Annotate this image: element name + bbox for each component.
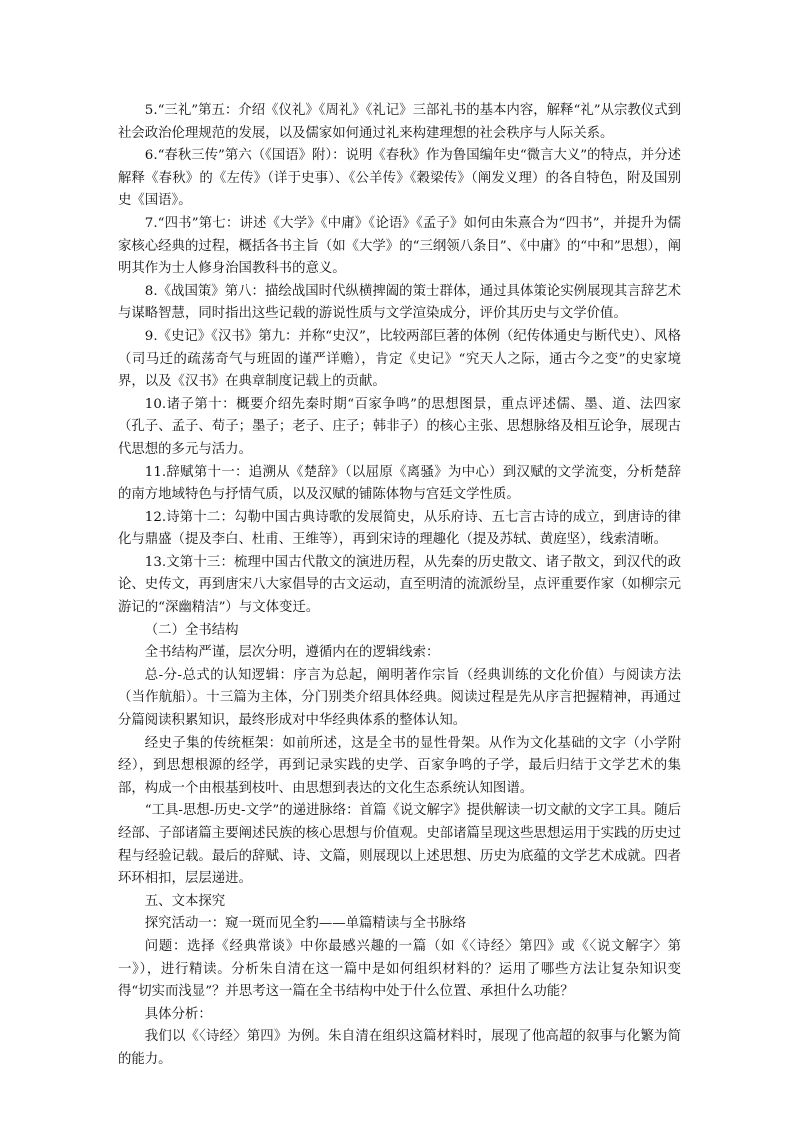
paragraph-poetry: 12.诗第十二：勾勒中国古典诗歌的发展简史，从乐府诗、五七言古诗的成立，到唐诗的律化与鼎盛（提及李白、杜甫、王维等），再到宋诗的理趣化（提及苏轼、黄庭坚），线索清晰。 [118, 509, 681, 548]
paragraph-jingshi-zij: 经史子集的传统框架：如前所述，这是全书的显性骨架。从作为文化基础的文字（小学附经），到思想根源的经学，再到记录实践的史学、百家争鸣的子学，最后归结于文学艺术的集部，构成一个由根基到枝叶、由思想到表达的文化生态系统认知图谱。 [118, 735, 681, 796]
activity-title: 探究活动一：窥一斑而见全豹——单篇精读与全书脉络 [144, 916, 467, 932]
section-heading-structure: （二）全书结构 [144, 622, 239, 638]
paragraph-analysis: 我们以《〈诗经〉第四》为例。朱自清在组织这篇材料时，展现了他高超的叙事与化繁为简的能力。 [118, 1029, 681, 1067]
paragraph-three-rites: 5.“三礼”第五：介绍《仪礼》《周礼》《礼记》三部礼书的基本内容，解释“礼”从宗教仪式到社会政治伦理规范的发展，以及儒家如何通过礼来构建理想的社会秩序与人际关系。 [118, 103, 681, 141]
paragraph-warring-states: 8.《战国策》第八：描绘战国时代纵横捭阖的策士群体，通过具体策论实例展现其言辞艺术与谋略智慧，同时指出这些记载的游说性质与文学渲染成分，评价其历史与文学价值。 [118, 283, 681, 322]
paragraph-four-books: 7.“四书”第七：讲述《大学》《中庸》《论语》《孟子》如何由朱熹合为“四书”，并提升为儒家核心经典的过程，概括各书主旨（如《大学》的“三纲领八条目”、《中庸》的“中和”思想），阐明其作为士人修身治国教科书的意义。 [118, 215, 681, 277]
paragraph-total-part-total: 总-分-总式的认知逻辑：序言为总起，阐明著作宗旨（经典训练的文化价值）与阅读方法（当作航船）。十三篇为主体，分门别类介绍具体经典。阅读过程是先从序言把握精神，再通过分篇阅读积累知识，最终形成对中华经典体系的整体认知。 [118, 667, 681, 729]
section-heading-text-inquiry: 五、文本探究 [144, 893, 226, 909]
paragraph-cifu: 11.辞赋第十一：追溯从《楚辞》（以屈原《离骚》为中心）到汉赋的文学流变，分析楚辞的南方地域特色与抒情气质，以及汉赋的铺陈体物与宫廷文学性质。 [118, 464, 681, 503]
paragraph-structure-intro: 全书结构严谨，层次分明，遵循内在的逻辑线索： [144, 645, 440, 661]
paragraph-question: 问题：选择《经典常谈》中你最感兴趣的一篇（如《〈诗经〉第四》或《〈说文解字〉第一》），进行精读。分析朱自清在这一篇中是如何组织材料的？运用了哪些方法让复杂知识变得“切实而浅显”？并思考这一篇在全书结构中处于什么位置、承担什么功能？ [118, 938, 681, 1000]
paragraph-progression: “工具-思想-历史-文学”的递进脉络：首篇《说文解字》提供解读一切文献的文字工具。随后经部、子部诸篇主要阐述民族的核心思想与价值观。史部诸篇呈现这些思想运用于实践的历史过程与经验记载。最后的辞赋、诗、文篇，则展现以上述思想、历史为底蕴的文学艺术成就。四者环环相扣，层层递进。 [118, 803, 681, 887]
paragraph-shiji-hanshu: 9.《史记》《汉书》第九：并称“史汉”，比较两部巨著的体例（纪传体通史与断代史）、风格（司马迁的疏荡奇气与班固的谨严详赡），肯定《史记》“究天人之际，通古今之变”的史家境界，以及《汉书》在典章制度记载上的贡献。 [118, 328, 681, 390]
paragraph-spring-autumn: 6.“春秋三传”第六（《国语》附）：说明《春秋》作为鲁国编年史“微言大义”的特点，并分述解释《春秋》的《左传》（详于史事）、《公羊传》《穀梁传》（阐发义理）的各自特色，附及国别史《国语》。 [118, 148, 681, 209]
paragraph-philosophers: 10.诸子第十：概要介绍先秦时期“百家争鸣”的思想图景，重点评述儒、墨、道、法四家（孔子、孟子、荀子；墨子；老子、庄子；韩非子）的核心主张、思想脉络及相互论争，展现古代思想的多元与活力。 [118, 396, 681, 457]
paragraph-prose: 13.文第十三：梳理中国古代散文的演进历程，从先秦的历史散文、诸子散文，到汉代的政论、史传文，再到唐宋八大家倡导的古文运动，直至明清的流派纷呈，点评重要作家（如柳宗元游记的“深幽精洁”）与文体变迁。 [118, 554, 681, 616]
analysis-label: 具体分析： [144, 1006, 212, 1022]
